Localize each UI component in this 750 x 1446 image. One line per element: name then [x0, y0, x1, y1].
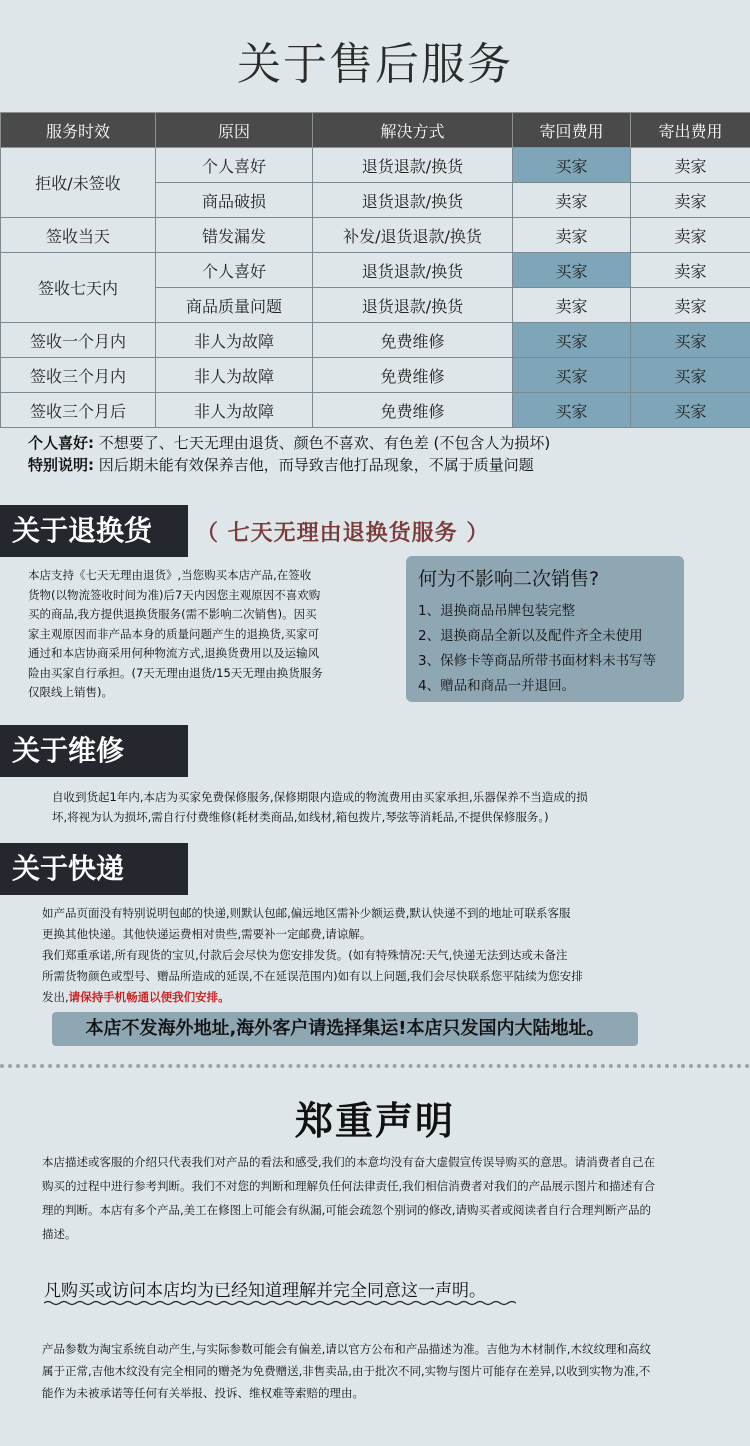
note-special-label: 特别说明: — [28, 456, 94, 474]
resale-item: 2、退换商品全新以及配件齐全未使用 — [418, 628, 643, 644]
reason-cell: 商品质量问题 — [156, 288, 313, 323]
section-divider — [0, 1064, 750, 1068]
table-header-row — [1, 113, 750, 148]
returns-body-line: 通过和本店协商采用何种物流方式,退换货费用以及运输风 — [28, 646, 320, 660]
table-row — [1, 148, 750, 183]
delivery-body-line — [42, 987, 732, 1008]
solution-cell: 退货退款/换货 — [313, 288, 513, 323]
returns-body-line: 家主观原因而非产品本身的质量问题产生的退换货,买家可 — [28, 626, 320, 641]
delivery-section-label: 关于快递 — [0, 843, 188, 895]
returns-body-line: 仅限线上销售)。 — [28, 685, 113, 699]
returns-body-line: 险由买家自行承担。(7天无理由退货/15天无理由换货服务 — [28, 665, 323, 680]
delivery-body-line: 所需货物颜色或型号、赠品所造成的延误,不在延误范围内)如有以上问题,我们会尽快联系您平陆续为您安排 — [42, 969, 583, 983]
return-fee-cell: 卖家 — [513, 218, 631, 253]
delivery-body-line: 更换其他快递。其他快递运费相对贵些,需要补一定邮费,请谅解。 — [42, 927, 372, 941]
reason-cell: 个人喜好 — [156, 148, 313, 183]
send-fee-cell: 买家 — [631, 323, 750, 358]
declaration-title: 郑重声明 — [294, 1099, 455, 1143]
repair-section-label: 关于维修 — [0, 725, 188, 777]
send-fee-cell: 买家 — [631, 358, 750, 393]
solution-cell: 补发/退货退款/换货 — [313, 218, 513, 253]
note-personal-label: 个人喜好: — [28, 434, 94, 452]
resale-conditions-box — [406, 556, 684, 702]
declaration-body-line: 购买的过程中进行参考判断。我们不对您的判断和理解负任何法律责任,我们相信消费者对我们的产品展示图片和描述有合 — [42, 1179, 656, 1193]
delivery-body — [42, 903, 732, 1008]
repair-body — [52, 788, 732, 827]
returns-body-line: 货物(以物流签收时间为准)后7天内因您主观原因不喜欢购 — [28, 587, 321, 602]
return-fee-cell: 买家 — [513, 148, 631, 183]
table-row — [1, 253, 750, 288]
header-return-fee: 寄回费用 — [513, 113, 631, 148]
return-fee-cell: 买家 — [513, 358, 631, 393]
send-fee-cell: 卖家 — [631, 253, 750, 288]
period-cell: 拒收/未签收 — [1, 148, 156, 218]
overseas-notice-banner: 本店不发海外地址,海外客户请选择集运!本店只发国内大陆地址。 — [52, 1012, 638, 1046]
solution-cell: 免费维修 — [313, 393, 513, 428]
note-special-text: 因后期未能有效保养吉他，而导致吉他打品现象，不属于质量问题 — [98, 456, 534, 474]
resale-item: 1、退换商品吊牌包装完整 — [418, 603, 576, 619]
repair-body-line: 自收到货起1年内,本店为买家免费保修服务,保修期限内造成的物流费用由买家承担,乐器保养不当造成的损 — [52, 790, 588, 804]
header-reason: 原因 — [156, 113, 313, 148]
send-fee-cell: 卖家 — [631, 288, 750, 323]
period-cell: 签收七天内 — [1, 253, 156, 323]
declaration-body-line: 理的判断。本店有多个产品,美工在修图上可能会有纵漏,可能会疏忽个别词的修改,请购买者或阅读者自行合理判断产品的 — [42, 1203, 651, 1217]
declaration-body-line: 本店描述或客服的介绍只代表我们对产品的看法和感受,我们的本意均没有奋大虚假宣传误导购买的意思。请消费者自己在 — [42, 1155, 656, 1169]
return-fee-cell: 卖家 — [513, 183, 631, 218]
returns-body-line: 买的商品,我方提供退换货服务(需不影响二次销售)。因买 — [28, 607, 317, 621]
period-cell: 签收三个月内 — [1, 358, 156, 393]
send-fee-cell: 卖家 — [631, 183, 750, 218]
table-row — [1, 393, 750, 428]
returns-section-label: 关于退换货 — [0, 505, 188, 557]
after-sales-table — [0, 112, 750, 428]
returns-body-line: 本店支持《七天无理由退货》,当您购买本店产品,在签收 — [28, 568, 312, 582]
reason-cell: 商品破损 — [156, 183, 313, 218]
solution-cell: 退货退款/换货 — [313, 253, 513, 288]
header-solution: 解决方式 — [313, 113, 513, 148]
notes-block — [28, 432, 550, 476]
header-period: 服务时效 — [1, 113, 156, 148]
repair-body-line: 坏,将视为认为损坏,需自行付费维修(耗材类商品,如线材,箱包拨片,琴弦等消耗品,不提供保修服务。) — [52, 809, 549, 824]
return-fee-cell: 买家 — [513, 253, 631, 288]
reason-cell: 个人喜好 — [156, 253, 313, 288]
send-fee-cell: 卖家 — [631, 218, 750, 253]
header-send-fee: 寄出费用 — [631, 113, 750, 148]
reason-cell: 非人为故障 — [156, 393, 313, 428]
delivery-phone-notice: 请保持手机畅通以便我们安排。 — [68, 990, 230, 1004]
delivery-body-line: 如产品页面没有特别说明包邮的快递,则默认包邮,偏远地区需补少额运费,默认快递不到的地址可联系客服 — [42, 906, 571, 920]
note-personal — [28, 432, 550, 454]
declaration-body-line: 描述。 — [42, 1227, 77, 1241]
returns-body — [28, 566, 358, 703]
table-row — [1, 323, 750, 358]
return-fee-cell: 卖家 — [513, 288, 631, 323]
solution-cell: 退货退款/换货 — [313, 183, 513, 218]
reason-cell: 非人为故障 — [156, 323, 313, 358]
return-fee-cell: 买家 — [513, 323, 631, 358]
period-cell: 签收当天 — [1, 218, 156, 253]
note-special — [28, 454, 550, 476]
delivery-body-line: 我们郑重承诺,所有现货的宝贝,付款后会尽快为您安排发货。(如有特殊情况:天气,快递无法到达或未备注 — [42, 948, 568, 962]
reason-cell: 非人为故障 — [156, 358, 313, 393]
table-row — [1, 358, 750, 393]
wavy-underline — [44, 1300, 516, 1306]
reason-cell: 错发漏发 — [156, 218, 313, 253]
note-personal-text: 不想要了、七天无理由退货、颜色不喜欢、有色差 (不包含人为损坏) — [98, 434, 551, 452]
solution-cell: 免费维修 — [313, 323, 513, 358]
declaration-statement: 凡购买或访问本店均为已经知道理解并完全同意这一声明。 — [44, 1281, 486, 1301]
period-cell: 签收三个月后 — [1, 393, 156, 428]
declaration-footer-line: 能作为未被承诺等任何有关举报、投诉、维权难等索赔的理由。 — [42, 1386, 364, 1400]
declaration-body — [42, 1150, 732, 1246]
page-title: 关于售后服务 — [237, 39, 513, 90]
solution-cell: 免费维修 — [313, 358, 513, 393]
period-cell: 签收一个月内 — [1, 323, 156, 358]
table-row — [1, 218, 750, 253]
resale-item: 3、保修卡等商品所带书面材料未书写等 — [418, 653, 657, 669]
return-fee-cell: 买家 — [513, 393, 631, 428]
declaration-footer — [42, 1338, 732, 1404]
send-fee-cell: 买家 — [631, 393, 750, 428]
resale-item: 4、赠品和商品一并退回。 — [418, 678, 576, 694]
declaration-footer-line: 产品参数为淘宝系统自动产生,与实际参数可能会有偏差,请以官方公布和产品描述为准。吉他为木材制作,木纹纹理和高纹 — [42, 1342, 651, 1356]
declaration-footer-line: 属于正常,吉他木纹没有完全相同的赠尧为免费赠送,非售卖品,由于批次不同,实物与图片可能存在差异,以收到实物为准,不 — [42, 1364, 651, 1378]
returns-subtitle: （ 七天无理由退换货服务 ） — [196, 521, 490, 546]
send-fee-cell: 卖家 — [631, 148, 750, 183]
delivery-last-prefix: 发出, — [42, 990, 69, 1004]
resale-box-title: 何为不影响二次销售? — [418, 568, 600, 590]
solution-cell: 退货退款/换货 — [313, 148, 513, 183]
